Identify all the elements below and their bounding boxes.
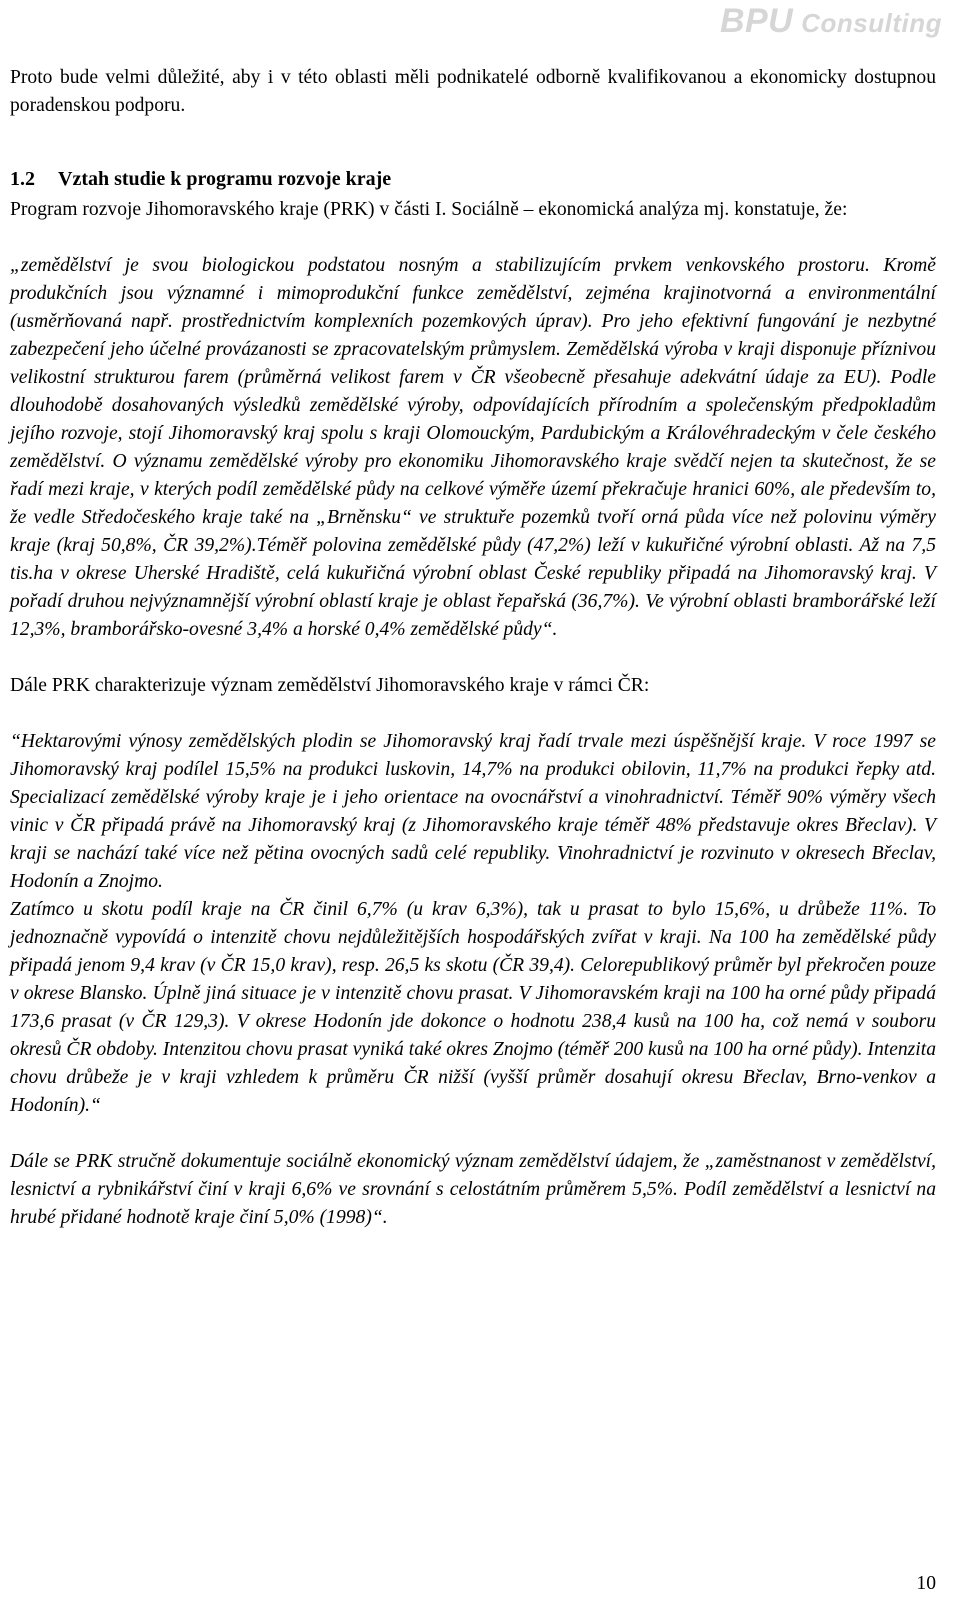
logo-sub-text: Consulting — [801, 8, 942, 38]
quote-livestock: Zatímco u skotu podíl kraje na ČR činil 6,7% (u krav 6,3%), tak u prasat to bylo 15,6%, u drůbeže 11%. To jednoznačně vypovídá o intenzitě chovu nejdůležitějších hospodářských zvířat v kraji. Na 100 ha zemědělské půdy připadá jenom 9,4 krav (v ČR 15,0 krav), resp. 26,5 ks skotu (ČR 39,4). Celorepublikový průměr byl překročen pouze v okrese Blansko. Úplně jiná situace je v intenzitě chovu prasat. V Jihomoravském kraji na 100 ha orné půdy připadá 173,6 prasat (v ČR 129,3). V okrese Hodonín jde dokonce o hodnotu 238,4 kusů na 100 ha, což nemá v souboru okresů ČR obdoby. Intenzitou chovu prasat vyniká také okres Znojmo (téměř 200 kusů na 100 ha orné půdy). Intenzita chovu drůbeže je v kraji vzhledem k průměru ČR nižší (vyšší průměr dosahují okresu Břeclav, Brno-venkov a Hodonín).“ — [10, 899, 936, 1116]
quote-employment: Dále se PRK stručně dokumentuje sociálně ekonomický význam zemědělství údajem, že „zaměstnanost v zemědělství, lesnictví a rybnikářství činí v kraji 6,6% ve srovnání s celostátním průměrem 5,5%. Podíl zemědělství a lesnictví na hrubé přidané hodnotě kraje činí 5,0% (1998)“. — [10, 1151, 936, 1228]
section-number: 1.2 — [10, 168, 35, 190]
paragraph-prk-intro: Program rozvoje Jihomoravského kraje (PRK) v části I. Sociálně – ekonomická analýza mj. konstatuje, že: — [10, 199, 848, 220]
document-page — [10, 64, 936, 1232]
intro-paragraph: Proto bude velmi důležité, aby i v této oblasti měli podnikatelé odborně kvalifikovanou a ekonomicky dostupnou poradenskou podporu. — [10, 67, 936, 116]
company-logo — [720, 2, 942, 41]
paragraph-prk-characterizes: Dále PRK charakterizuje význam zemědělství Jihomoravského kraje v rámci ČR: — [10, 675, 650, 696]
logo-main-text: BPU — [719, 2, 794, 40]
quote-yields: “Hektarovými výnosy zemědělských plodin se Jihomoravský kraj řadí trvale mezi úspěšnější kraje. V roce 1997 se Jihomoravský kraj podílel 15,5% na produkci luskovin, 14,7% na produkci obilovin, 11,7% na produkci řepky atd. Specializací zemědělské výroby kraje je i jeho orientace na ovocnářství a vinohradnictví. Téměř 90% výměry všech vinic v ČR připadá právě na Jihomoravský kraj (z Jihomoravského kraje téměř 48% představuje okres Břeclav). V kraji se nachází také více než pětina ovocných sadů celé republiky. Vinohradnictví je rozvinuto v okresech Břeclav, Hodonín a Znojmo. — [10, 731, 936, 892]
page-number: 10 — [916, 1573, 936, 1594]
section-heading — [10, 165, 936, 193]
quote-agriculture-role: „zemědělství je svou biologickou podstatou nosným a stabilizujícím prvkem venkovského prostoru. Kromě produkčních jsou významné i mimoprodukční funkce zemědělství, zejména krajinotvorná a environmentální (usměrňovaná např. prostřednictvím komplexních pozemkových úprav). Pro jeho efektivní fungování je nezbytné zabezpečení jeho účelné provázanosti se zpracovatelským průmyslem. Zemědělská výroba v kraji disponuje příznivou velikostní strukturou farem (průměrná velikost farem v ČR všeobecně přesahuje adekvátní údaje za EU). Podle dlouhodobě dosahovaných výsledků zemědělské výroby, odpovídajících přírodním a společenským předpokladům jejího rozvoje, stojí Jihomoravský kraj spolu s kraji Olomouckým, Pardubickým a Královéhradeckým v čele českého zemědělství. O významu zemědělské výroby pro ekonomiku Jihomoravského kraje svědčí nejen ta skutečnost, že se řadí mezi kraje, v kterých podíl zemědělské půdy na celkové výměře území překračuje hranici 60%, ale především to, že vedle Středočeského kraje také na „Brněnsku“ ve struktuře pozemků tvoří orná půda více než polovinu výměry kraje (kraj 50,8%, ČR 39,2%).Téměř polovina zemědělské půdy (47,2%) leží v kukuřičné výrobní oblasti. Až na 7,5 tis.ha v okrese Uherské Hradiště, celá kukuřičná výrobní oblast České republiky připadá na Jihomoravský kraj. V pořadí druhou nejvýznamnější výrobní oblastí kraje je oblast řepařská (36,7%). Ve výrobní oblasti bramborářské leží 12,3%, bramborářsko-ovesné 3,4% a horské 0,4% zemědělské půdy“. — [10, 255, 936, 640]
section-title: Vztah studie k programu rozvoje kraje — [58, 168, 392, 190]
